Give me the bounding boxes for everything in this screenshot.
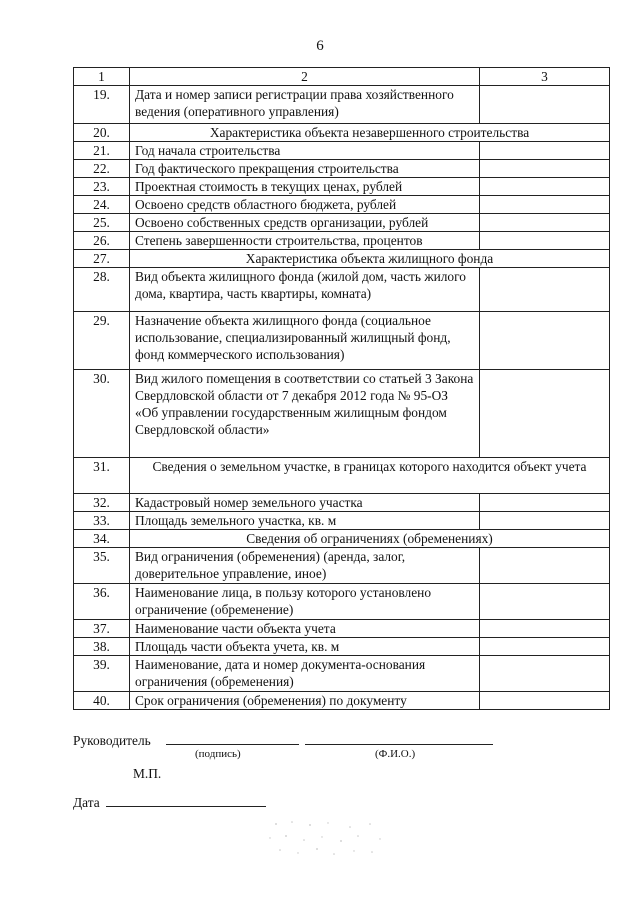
registry-form-table	[73, 67, 610, 710]
table-row	[74, 312, 610, 370]
row-value-cell[interactable]	[480, 512, 610, 530]
row-value-cell[interactable]	[480, 178, 610, 196]
row-number: 19.	[74, 86, 130, 124]
row-number: 23.	[74, 178, 130, 196]
row-label: Назначение объекта жилищного фонда (социальное использование, специализированный жилищный фонд, фонд коммерческого использования)	[130, 312, 480, 370]
row-value-cell[interactable]	[480, 312, 610, 370]
section-row	[74, 250, 610, 268]
row-number: 31.	[74, 458, 130, 494]
row-value-cell[interactable]	[480, 160, 610, 178]
row-label: Наименование части объекта учета	[130, 620, 480, 638]
row-number: 27.	[74, 250, 130, 268]
row-label: Вид жилого помещения в соответствии со статьей 3 Закона Свердловской области от 7 декабря 2012 года № 95-ОЗ «Об управлении государственным жилищным фондом Свердловской области»	[130, 370, 480, 458]
row-number: 30.	[74, 370, 130, 458]
section-row	[74, 530, 610, 548]
row-value-cell[interactable]	[480, 494, 610, 512]
row-number: 40.	[74, 692, 130, 710]
date-line[interactable]	[106, 806, 266, 807]
section-title: Характеристика объекта жилищного фонда	[130, 250, 610, 268]
section-title: Сведения о земельном участке, в границах которого находится объект учета	[130, 458, 610, 494]
table-row	[74, 620, 610, 638]
seal-label: М.П.	[133, 766, 162, 781]
row-label: Срок ограничения (обременения) по документу	[130, 692, 480, 710]
table-row	[74, 512, 610, 530]
table-row	[74, 584, 610, 620]
section-title: Характеристика объекта незавершенного строительства	[130, 124, 610, 142]
row-label: Наименование, дата и номер документа-основания ограничения (обременения)	[130, 656, 480, 692]
signature-line[interactable]	[166, 744, 299, 745]
section-title: Сведения об ограничениях (обременениях)	[130, 530, 610, 548]
table-row	[74, 142, 610, 160]
table-row	[74, 268, 610, 312]
table-row	[74, 196, 610, 214]
row-number: 28.	[74, 268, 130, 312]
row-value-cell[interactable]	[480, 232, 610, 250]
row-number: 26.	[74, 232, 130, 250]
row-value-cell[interactable]	[480, 142, 610, 160]
header-col-3: 3	[480, 68, 610, 86]
row-label: Освоено средств областного бюджета, рублей	[130, 196, 480, 214]
header-col-1: 1	[74, 68, 130, 86]
faint-stamp-mark	[262, 818, 392, 858]
section-row	[74, 124, 610, 142]
row-label: Площадь части объекта учета, кв. м	[130, 638, 480, 656]
row-value-cell[interactable]	[480, 268, 610, 312]
row-number: 35.	[74, 548, 130, 584]
row-label: Проектная стоимость в текущих ценах, рублей	[130, 178, 480, 196]
row-value-cell[interactable]	[480, 196, 610, 214]
row-label: Дата и номер записи регистрации права хозяйственного ведения (оперативного управления)	[130, 86, 480, 124]
row-label: Кадастровый номер земельного участка	[130, 494, 480, 512]
full-name-caption: (Ф.И.О.)	[375, 748, 416, 760]
section-row	[74, 458, 610, 494]
page-number: 6	[316, 38, 324, 54]
row-number: 33.	[74, 512, 130, 530]
header-col-2: 2	[130, 68, 480, 86]
row-number: 20.	[74, 124, 130, 142]
table-row	[74, 692, 610, 710]
table-row	[74, 232, 610, 250]
signature-caption: (подпись)	[195, 748, 241, 760]
row-number: 24.	[74, 196, 130, 214]
row-number: 39.	[74, 656, 130, 692]
table-row	[74, 160, 610, 178]
row-number: 38.	[74, 638, 130, 656]
row-label: Год начала строительства	[130, 142, 480, 160]
row-value-cell[interactable]	[480, 214, 610, 232]
full-name-line[interactable]	[305, 744, 493, 745]
row-value-cell[interactable]	[480, 656, 610, 692]
table-row	[74, 548, 610, 584]
row-label: Вид объекта жилищного фонда (жилой дом, часть жилого дома, квартира, часть квартиры, комната)	[130, 268, 480, 312]
row-label: Вид ограничения (обременения) (аренда, залог, доверительное управление, иное)	[130, 548, 480, 584]
row-value-cell[interactable]	[480, 692, 610, 710]
table-row	[74, 656, 610, 692]
row-value-cell[interactable]	[480, 620, 610, 638]
row-label: Освоено собственных средств организации, рублей	[130, 214, 480, 232]
row-number: 22.	[74, 160, 130, 178]
row-label: Год фактического прекращения строительства	[130, 160, 480, 178]
row-value-cell[interactable]	[480, 584, 610, 620]
row-number: 37.	[74, 620, 130, 638]
row-number: 32.	[74, 494, 130, 512]
row-label: Площадь земельного участка, кв. м	[130, 512, 480, 530]
row-number: 36.	[74, 584, 130, 620]
head-label: Руководитель	[73, 733, 151, 748]
row-number: 25.	[74, 214, 130, 232]
table-row	[74, 370, 610, 458]
table-row	[74, 494, 610, 512]
header-row	[74, 68, 610, 86]
date-label: Дата	[73, 795, 100, 810]
row-label: Степень завершенности строительства, процентов	[130, 232, 480, 250]
table-row	[74, 214, 610, 232]
table-row	[74, 178, 610, 196]
table-row	[74, 86, 610, 124]
row-value-cell[interactable]	[480, 638, 610, 656]
row-number: 29.	[74, 312, 130, 370]
row-value-cell[interactable]	[480, 86, 610, 124]
row-value-cell[interactable]	[480, 548, 610, 584]
row-value-cell[interactable]	[480, 370, 610, 458]
row-label: Наименование лица, в пользу которого установлено ограничение (обременение)	[130, 584, 480, 620]
row-number: 34.	[74, 530, 130, 548]
row-number: 21.	[74, 142, 130, 160]
table-row	[74, 638, 610, 656]
